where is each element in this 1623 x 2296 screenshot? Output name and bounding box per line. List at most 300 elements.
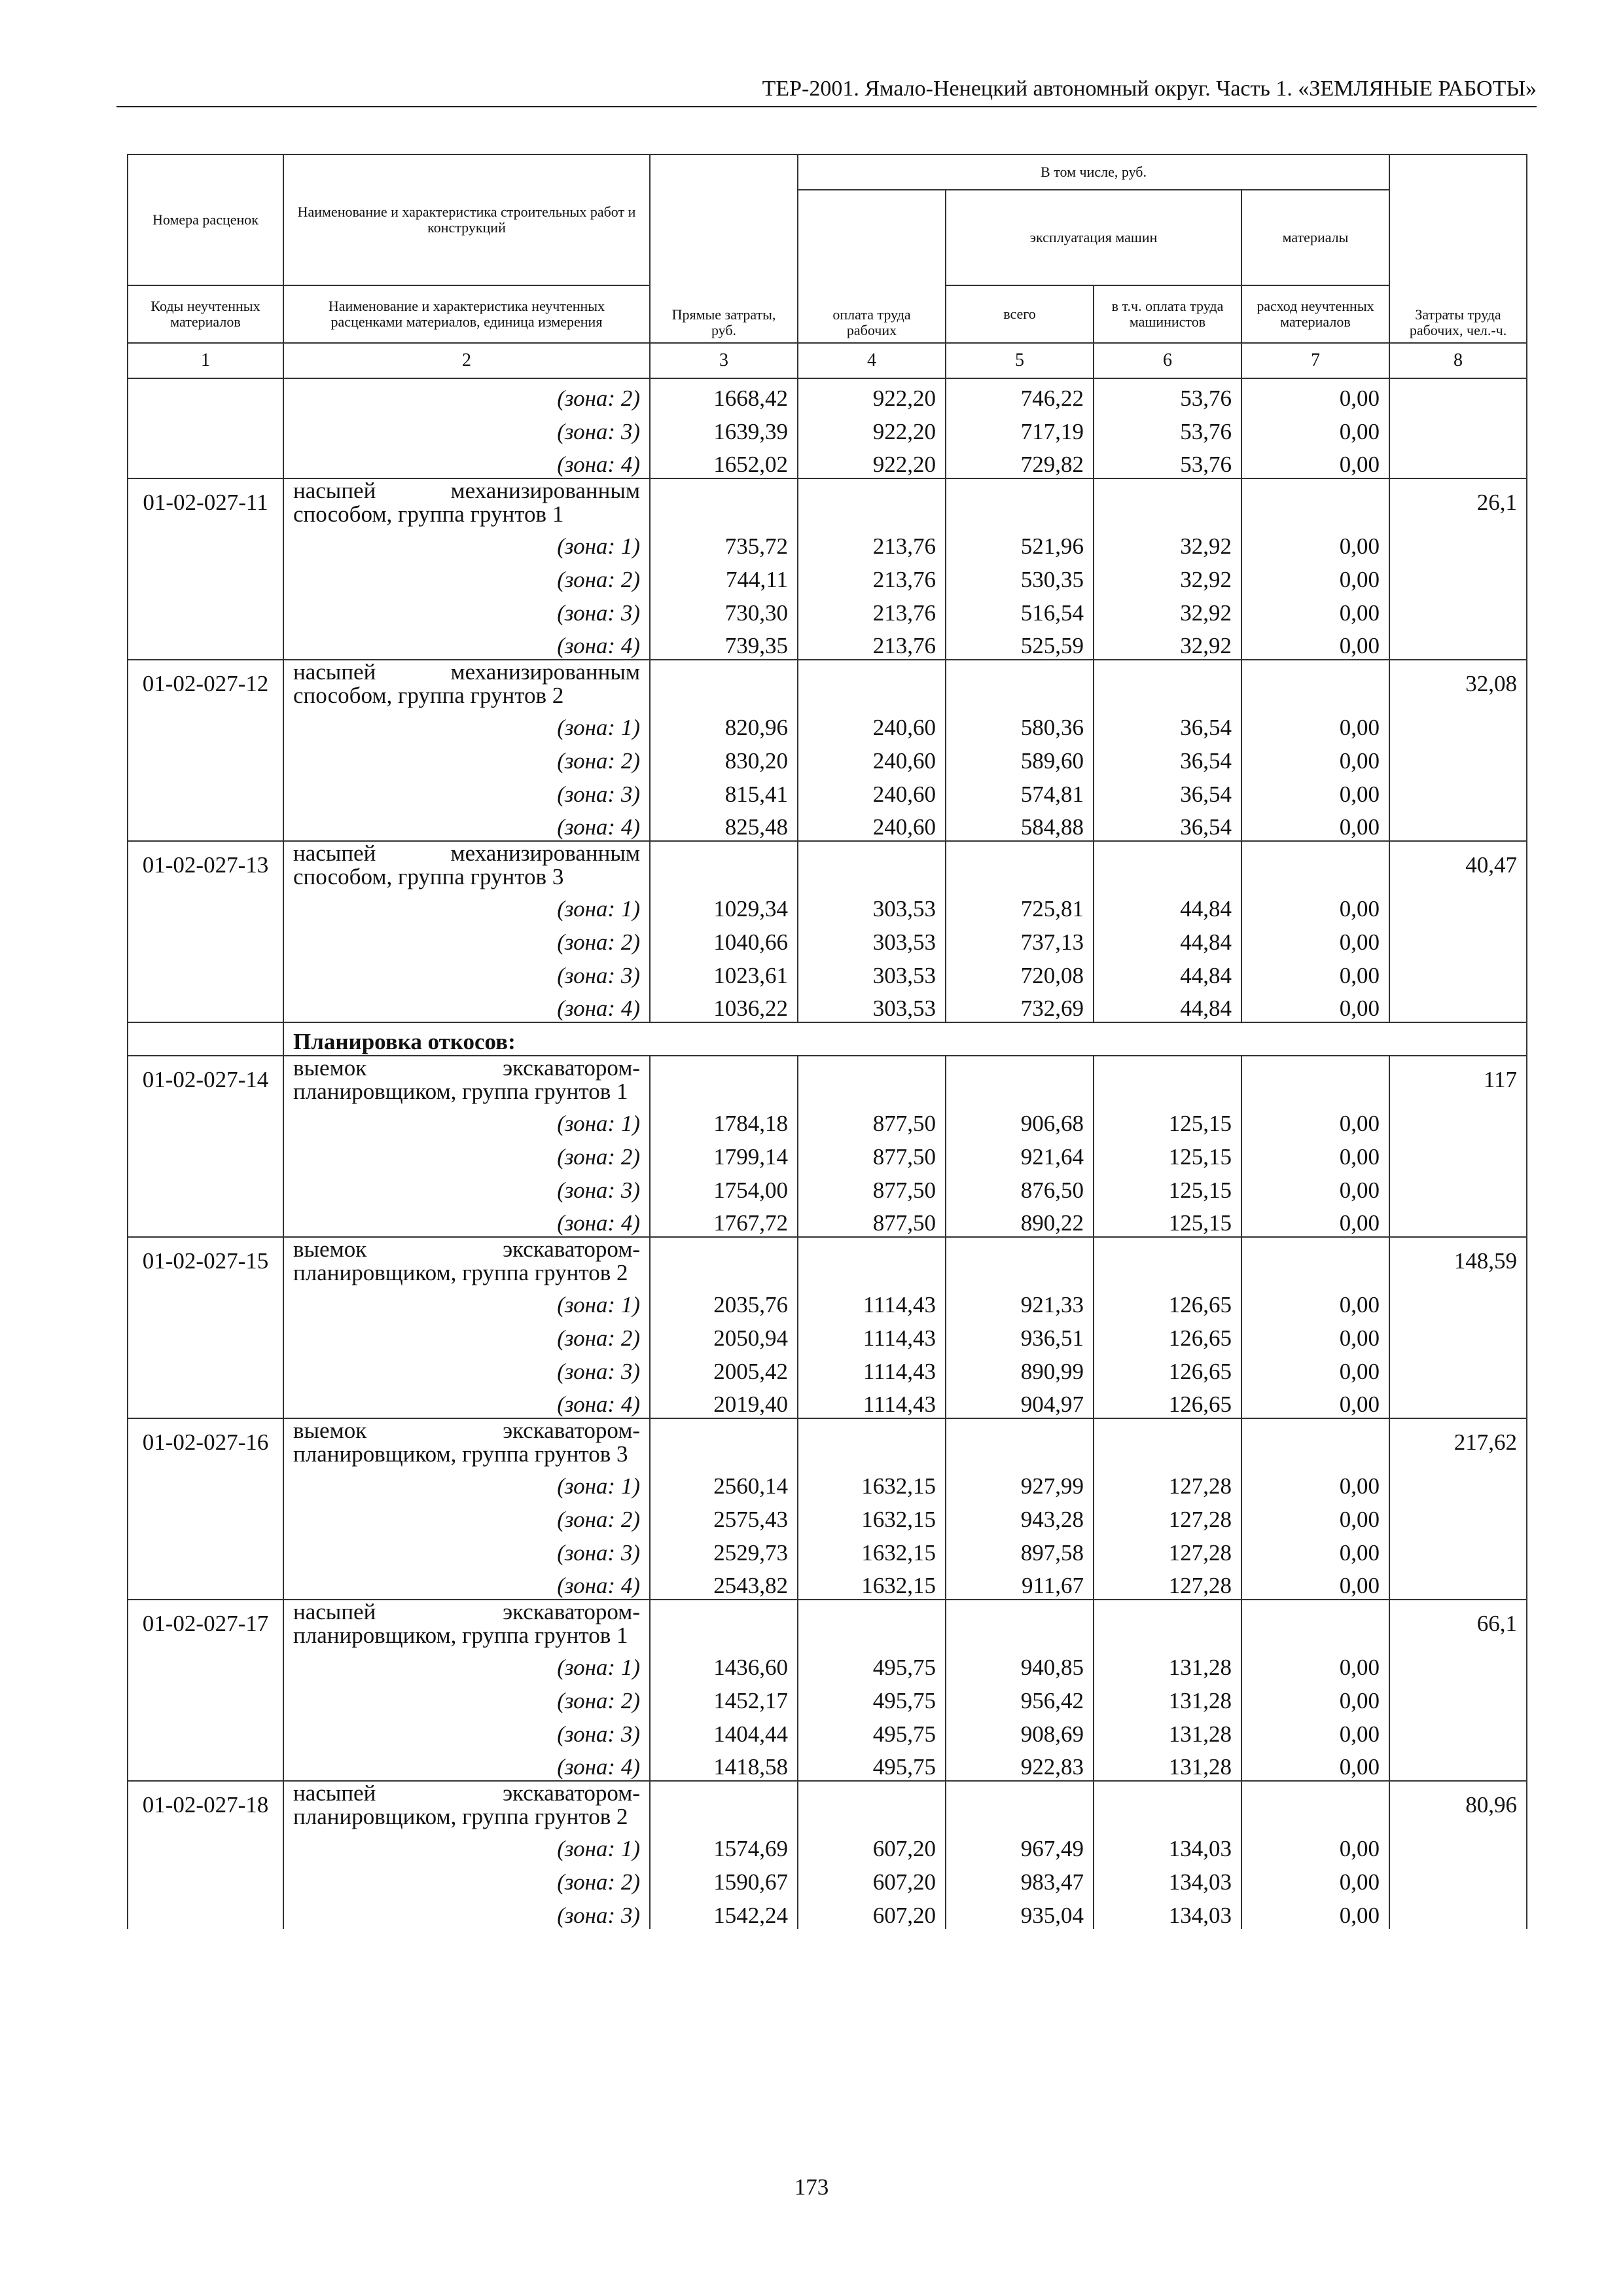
materials-value: 0,00 bbox=[1241, 741, 1389, 774]
wage-value: 303,53 bbox=[798, 889, 946, 922]
machinist-wage-value: 125,15 bbox=[1094, 1170, 1241, 1204]
table-row bbox=[128, 1137, 1527, 1170]
code-cell bbox=[128, 1829, 283, 1862]
materials-value: 0,00 bbox=[1241, 1829, 1389, 1862]
empty-cell bbox=[650, 1237, 798, 1285]
rate-code: 01-02-027-15 bbox=[128, 1237, 283, 1285]
empty-cell bbox=[1094, 1600, 1241, 1647]
machinist-wage-value: 125,15 bbox=[1094, 1204, 1241, 1237]
empty-cell bbox=[1094, 1056, 1241, 1103]
machinist-wage-value: 127,28 bbox=[1094, 1499, 1241, 1533]
wage-value: 213,76 bbox=[798, 560, 946, 593]
wage-value: 495,75 bbox=[798, 1714, 946, 1748]
direct-costs-value: 730,30 bbox=[650, 593, 798, 626]
materials-value: 0,00 bbox=[1241, 1204, 1389, 1237]
labor-cell bbox=[1389, 808, 1527, 841]
zone-label: (зона: 3) bbox=[283, 1895, 650, 1929]
materials-value: 0,00 bbox=[1241, 1895, 1389, 1929]
rate-code: 01-02-027-14 bbox=[128, 1056, 283, 1103]
direct-costs-value: 815,41 bbox=[650, 774, 798, 808]
zone-label: (зона: 2) bbox=[283, 560, 650, 593]
code-cell bbox=[128, 741, 283, 774]
machines-total-value: 911,67 bbox=[946, 1566, 1094, 1600]
labor-cell bbox=[1389, 1862, 1527, 1895]
machines-total-value: 530,35 bbox=[946, 560, 1094, 593]
table-row bbox=[128, 1499, 1527, 1533]
machinist-wage-value: 36,54 bbox=[1094, 708, 1241, 741]
empty-cell bbox=[946, 1418, 1094, 1466]
table-header bbox=[128, 154, 1527, 378]
code-cell bbox=[128, 1204, 283, 1237]
empty-cell bbox=[1241, 660, 1389, 708]
zone-label: (зона: 2) bbox=[283, 1862, 650, 1895]
code-cell bbox=[128, 956, 283, 989]
empty-cell bbox=[650, 841, 798, 889]
materials-value: 0,00 bbox=[1241, 1647, 1389, 1681]
header-including: В том числе, руб. bbox=[798, 154, 1389, 190]
table-row bbox=[128, 1318, 1527, 1352]
zone-label: (зона: 4) bbox=[283, 445, 650, 478]
machines-total-value: 943,28 bbox=[946, 1499, 1094, 1533]
table-row bbox=[128, 889, 1527, 922]
zone-label: (зона: 3) bbox=[283, 1533, 650, 1566]
table-row bbox=[128, 989, 1527, 1022]
empty-cell bbox=[946, 1781, 1094, 1829]
code-cell bbox=[128, 708, 283, 741]
header-machinist-wage: в т.ч. оплата труда машинистов bbox=[1094, 285, 1241, 343]
machines-total-value: 890,99 bbox=[946, 1352, 1094, 1385]
table-row bbox=[128, 1895, 1527, 1929]
materials-value: 0,00 bbox=[1241, 1352, 1389, 1385]
running-header: ТЕР-2001. Ямало-Ненецкий автономный округ. Часть 1. «ЗЕМЛЯНЫЕ РАБОТЫ» bbox=[116, 73, 1537, 107]
direct-costs-value: 1652,02 bbox=[650, 445, 798, 478]
page-number: 173 bbox=[794, 2174, 829, 2200]
direct-costs-value: 2050,94 bbox=[650, 1318, 798, 1352]
wage-value: 303,53 bbox=[798, 956, 946, 989]
machines-total-value: 897,58 bbox=[946, 1533, 1094, 1566]
labor-cell bbox=[1389, 378, 1527, 412]
labor-cell bbox=[1389, 1170, 1527, 1204]
labor-cell bbox=[1389, 1385, 1527, 1418]
zone-label: (зона: 4) bbox=[283, 1385, 650, 1418]
machinist-wage-value: 131,28 bbox=[1094, 1714, 1241, 1748]
zone-label: (зона: 3) bbox=[283, 1352, 650, 1385]
header-labor: Затраты труда рабочих, чел.-ч. bbox=[1389, 154, 1527, 343]
machinist-wage-value: 53,76 bbox=[1094, 412, 1241, 445]
empty-cell bbox=[798, 841, 946, 889]
materials-value: 0,00 bbox=[1241, 956, 1389, 989]
labor-cell bbox=[1389, 1499, 1527, 1533]
labor-cell bbox=[1389, 922, 1527, 956]
labor-cell bbox=[1389, 1681, 1527, 1714]
empty-cell bbox=[798, 1056, 946, 1103]
machines-total-value: 908,69 bbox=[946, 1714, 1094, 1748]
materials-value: 0,00 bbox=[1241, 445, 1389, 478]
header-machines-total: всего bbox=[946, 285, 1094, 343]
table-row bbox=[128, 593, 1527, 626]
header-material-name: Наименование и характеристика неучтенных расценками материалов, единица измерения bbox=[283, 285, 650, 343]
direct-costs-value: 1452,17 bbox=[650, 1681, 798, 1714]
machines-total-value: 876,50 bbox=[946, 1170, 1094, 1204]
rate-code: 01-02-027-11 bbox=[128, 478, 283, 526]
rate-name: выемок экскаватором-планировщиком, группа грунтов 2 bbox=[283, 1237, 650, 1285]
machinist-wage-value: 32,92 bbox=[1094, 593, 1241, 626]
code-cell bbox=[128, 1022, 283, 1056]
labor-cell bbox=[1389, 626, 1527, 660]
materials-value: 0,00 bbox=[1241, 1466, 1389, 1499]
machinist-wage-value: 44,84 bbox=[1094, 922, 1241, 956]
zone-label: (зона: 1) bbox=[283, 1466, 650, 1499]
rate-name: насыпей экскаватором-планировщиком, группа грунтов 2 bbox=[283, 1781, 650, 1829]
materials-value: 0,00 bbox=[1241, 889, 1389, 922]
code-cell bbox=[128, 808, 283, 841]
empty-cell bbox=[798, 478, 946, 526]
machinist-wage-value: 134,03 bbox=[1094, 1895, 1241, 1929]
rate-row bbox=[128, 1237, 1527, 1285]
direct-costs-value: 1754,00 bbox=[650, 1170, 798, 1204]
machines-total-value: 922,83 bbox=[946, 1748, 1094, 1781]
table-row bbox=[128, 708, 1527, 741]
empty-cell bbox=[650, 1600, 798, 1647]
empty-cell bbox=[798, 660, 946, 708]
column-number: 3 bbox=[650, 343, 798, 378]
materials-value: 0,00 bbox=[1241, 1103, 1389, 1137]
wage-value: 877,50 bbox=[798, 1137, 946, 1170]
zone-label: (зона: 2) bbox=[283, 1318, 650, 1352]
machines-total-value: 967,49 bbox=[946, 1829, 1094, 1862]
labor-cell bbox=[1389, 1352, 1527, 1385]
direct-costs-value: 1574,69 bbox=[650, 1829, 798, 1862]
direct-costs-value: 2529,73 bbox=[650, 1533, 798, 1566]
code-cell bbox=[128, 378, 283, 412]
code-cell bbox=[128, 1566, 283, 1600]
table-row bbox=[128, 808, 1527, 841]
table-row bbox=[128, 1466, 1527, 1499]
code-cell bbox=[128, 1385, 283, 1418]
zone-label: (зона: 4) bbox=[283, 1204, 650, 1237]
machines-total-value: 732,69 bbox=[946, 989, 1094, 1022]
machinist-wage-value: 125,15 bbox=[1094, 1137, 1241, 1170]
machinist-wage-value: 126,65 bbox=[1094, 1385, 1241, 1418]
wage-value: 1632,15 bbox=[798, 1533, 946, 1566]
machines-total-value: 737,13 bbox=[946, 922, 1094, 956]
materials-value: 0,00 bbox=[1241, 1499, 1389, 1533]
direct-costs-value: 1436,60 bbox=[650, 1647, 798, 1681]
machines-total-value: 936,51 bbox=[946, 1318, 1094, 1352]
labor-value: 80,96 bbox=[1389, 1781, 1527, 1829]
table-row bbox=[128, 1385, 1527, 1418]
empty-cell bbox=[1094, 1237, 1241, 1285]
direct-costs-value: 1590,67 bbox=[650, 1862, 798, 1895]
table-row bbox=[128, 1681, 1527, 1714]
labor-cell bbox=[1389, 1204, 1527, 1237]
wage-value: 922,20 bbox=[798, 378, 946, 412]
empty-cell bbox=[1241, 1781, 1389, 1829]
machines-total-value: 940,85 bbox=[946, 1647, 1094, 1681]
machinist-wage-value: 32,92 bbox=[1094, 526, 1241, 560]
empty-cell bbox=[946, 1600, 1094, 1647]
rate-row bbox=[128, 1781, 1527, 1829]
empty-cell bbox=[1241, 1237, 1389, 1285]
direct-costs-value: 820,96 bbox=[650, 708, 798, 741]
machines-total-value: 516,54 bbox=[946, 593, 1094, 626]
empty-cell bbox=[650, 1418, 798, 1466]
machinist-wage-value: 126,65 bbox=[1094, 1352, 1241, 1385]
direct-costs-value: 1023,61 bbox=[650, 956, 798, 989]
materials-value: 0,00 bbox=[1241, 922, 1389, 956]
header-material-consumption: расход неучтенных материалов bbox=[1241, 285, 1389, 343]
code-cell bbox=[128, 1137, 283, 1170]
direct-costs-value: 1404,44 bbox=[650, 1714, 798, 1748]
machines-total-value: 927,99 bbox=[946, 1466, 1094, 1499]
labor-cell bbox=[1389, 1829, 1527, 1862]
table-row bbox=[128, 774, 1527, 808]
rate-name: насыпей экскаватором-планировщиком, группа грунтов 1 bbox=[283, 1600, 650, 1647]
header-materials: материалы bbox=[1241, 190, 1389, 285]
direct-costs-value: 1767,72 bbox=[650, 1204, 798, 1237]
zone-label: (зона: 3) bbox=[283, 774, 650, 808]
labor-cell bbox=[1389, 1137, 1527, 1170]
machines-total-value: 525,59 bbox=[946, 626, 1094, 660]
materials-value: 0,00 bbox=[1241, 1385, 1389, 1418]
code-cell bbox=[128, 1862, 283, 1895]
wage-value: 877,50 bbox=[798, 1170, 946, 1204]
machinist-wage-value: 32,92 bbox=[1094, 560, 1241, 593]
machinist-wage-value: 36,54 bbox=[1094, 774, 1241, 808]
labor-value: 217,62 bbox=[1389, 1418, 1527, 1466]
rate-name: насыпей механизированным способом, группа грунтов 3 bbox=[283, 841, 650, 889]
direct-costs-value: 1542,24 bbox=[650, 1895, 798, 1929]
table-row bbox=[128, 445, 1527, 478]
machinist-wage-value: 126,65 bbox=[1094, 1318, 1241, 1352]
machinist-wage-value: 44,84 bbox=[1094, 956, 1241, 989]
code-cell bbox=[128, 560, 283, 593]
code-cell bbox=[128, 1466, 283, 1499]
labor-cell bbox=[1389, 445, 1527, 478]
materials-value: 0,00 bbox=[1241, 378, 1389, 412]
table-row bbox=[128, 1647, 1527, 1681]
machines-total-value: 746,22 bbox=[946, 378, 1094, 412]
wage-value: 922,20 bbox=[798, 412, 946, 445]
empty-cell bbox=[946, 478, 1094, 526]
direct-costs-value: 2019,40 bbox=[650, 1385, 798, 1418]
materials-value: 0,00 bbox=[1241, 1748, 1389, 1781]
table-row bbox=[128, 1748, 1527, 1781]
labor-cell bbox=[1389, 1466, 1527, 1499]
code-cell bbox=[128, 989, 283, 1022]
machines-total-value: 725,81 bbox=[946, 889, 1094, 922]
zone-label: (зона: 3) bbox=[283, 1170, 650, 1204]
header-code: Номера расценок bbox=[128, 154, 283, 285]
machines-total-value: 935,04 bbox=[946, 1895, 1094, 1929]
table-row bbox=[128, 1862, 1527, 1895]
code-cell bbox=[128, 1170, 283, 1204]
materials-value: 0,00 bbox=[1241, 526, 1389, 560]
rate-name: выемок экскаватором-планировщиком, группа грунтов 3 bbox=[283, 1418, 650, 1466]
code-cell bbox=[128, 1352, 283, 1385]
wage-value: 213,76 bbox=[798, 526, 946, 560]
machines-total-value: 584,88 bbox=[946, 808, 1094, 841]
empty-cell bbox=[1094, 660, 1241, 708]
machines-total-value: 956,42 bbox=[946, 1681, 1094, 1714]
machinist-wage-value: 127,28 bbox=[1094, 1466, 1241, 1499]
empty-cell bbox=[1094, 841, 1241, 889]
rate-name: выемок экскаватором-планировщиком, группа грунтов 1 bbox=[283, 1056, 650, 1103]
materials-value: 0,00 bbox=[1241, 1170, 1389, 1204]
table-row bbox=[128, 1533, 1527, 1566]
direct-costs-value: 825,48 bbox=[650, 808, 798, 841]
table-row bbox=[128, 1204, 1527, 1237]
materials-value: 0,00 bbox=[1241, 1285, 1389, 1318]
machinist-wage-value: 53,76 bbox=[1094, 445, 1241, 478]
labor-cell bbox=[1389, 741, 1527, 774]
direct-costs-value: 830,20 bbox=[650, 741, 798, 774]
labor-cell bbox=[1389, 1714, 1527, 1748]
machinist-wage-value: 36,54 bbox=[1094, 808, 1241, 841]
code-cell bbox=[128, 526, 283, 560]
table-row bbox=[128, 1714, 1527, 1748]
machinist-wage-value: 32,92 bbox=[1094, 626, 1241, 660]
wage-value: 607,20 bbox=[798, 1829, 946, 1862]
machines-total-value: 521,96 bbox=[946, 526, 1094, 560]
labor-cell bbox=[1389, 1647, 1527, 1681]
code-cell bbox=[128, 626, 283, 660]
machines-total-value: 904,97 bbox=[946, 1385, 1094, 1418]
column-number: 7 bbox=[1241, 343, 1389, 378]
price-table bbox=[127, 154, 1527, 1929]
labor-cell bbox=[1389, 1318, 1527, 1352]
machines-total-value: 729,82 bbox=[946, 445, 1094, 478]
column-number: 5 bbox=[946, 343, 1094, 378]
direct-costs-value: 1036,22 bbox=[650, 989, 798, 1022]
table-row bbox=[128, 1285, 1527, 1318]
materials-value: 0,00 bbox=[1241, 560, 1389, 593]
empty-cell bbox=[650, 478, 798, 526]
section-row bbox=[128, 1022, 1527, 1056]
direct-costs-value: 2575,43 bbox=[650, 1499, 798, 1533]
rate-name: насыпей механизированным способом, группа грунтов 1 bbox=[283, 478, 650, 526]
code-cell bbox=[128, 412, 283, 445]
empty-cell bbox=[1094, 478, 1241, 526]
empty-cell bbox=[1094, 1418, 1241, 1466]
column-number: 2 bbox=[283, 343, 650, 378]
labor-cell bbox=[1389, 774, 1527, 808]
zone-label: (зона: 1) bbox=[283, 1103, 650, 1137]
header-wage: оплата труда рабочих bbox=[798, 190, 946, 343]
direct-costs-value: 1418,58 bbox=[650, 1748, 798, 1781]
direct-costs-value: 735,72 bbox=[650, 526, 798, 560]
code-cell bbox=[128, 1647, 283, 1681]
wage-value: 240,60 bbox=[798, 741, 946, 774]
zone-label: (зона: 3) bbox=[283, 956, 650, 989]
rate-code: 01-02-027-18 bbox=[128, 1781, 283, 1829]
machinist-wage-value: 131,28 bbox=[1094, 1681, 1241, 1714]
direct-costs-value: 1639,39 bbox=[650, 412, 798, 445]
zone-label: (зона: 2) bbox=[283, 378, 650, 412]
column-number: 8 bbox=[1389, 343, 1527, 378]
materials-value: 0,00 bbox=[1241, 1318, 1389, 1352]
zone-label: (зона: 3) bbox=[283, 412, 650, 445]
rate-row bbox=[128, 1418, 1527, 1466]
empty-cell bbox=[1241, 1418, 1389, 1466]
direct-costs-value: 1668,42 bbox=[650, 378, 798, 412]
code-cell bbox=[128, 1748, 283, 1781]
materials-value: 0,00 bbox=[1241, 708, 1389, 741]
table-row bbox=[128, 526, 1527, 560]
labor-cell bbox=[1389, 1748, 1527, 1781]
wage-value: 495,75 bbox=[798, 1647, 946, 1681]
section-title: Планировка откосов: bbox=[283, 1022, 1527, 1056]
labor-cell bbox=[1389, 412, 1527, 445]
empty-cell bbox=[798, 1237, 946, 1285]
machines-total-value: 589,60 bbox=[946, 741, 1094, 774]
machinist-wage-value: 127,28 bbox=[1094, 1533, 1241, 1566]
machinist-wage-value: 126,65 bbox=[1094, 1285, 1241, 1318]
code-cell bbox=[128, 889, 283, 922]
rate-code: 01-02-027-17 bbox=[128, 1600, 283, 1647]
empty-cell bbox=[798, 1600, 946, 1647]
wage-value: 303,53 bbox=[798, 922, 946, 956]
direct-costs-value: 2560,14 bbox=[650, 1466, 798, 1499]
direct-costs-value: 1784,18 bbox=[650, 1103, 798, 1137]
code-cell bbox=[128, 445, 283, 478]
empty-cell bbox=[1241, 841, 1389, 889]
wage-value: 1114,43 bbox=[798, 1352, 946, 1385]
labor-cell bbox=[1389, 956, 1527, 989]
table-row bbox=[128, 412, 1527, 445]
wage-value: 1114,43 bbox=[798, 1285, 946, 1318]
empty-cell bbox=[1094, 1781, 1241, 1829]
zone-label: (зона: 1) bbox=[283, 889, 650, 922]
rate-row bbox=[128, 660, 1527, 708]
labor-cell bbox=[1389, 889, 1527, 922]
materials-value: 0,00 bbox=[1241, 1714, 1389, 1748]
machinist-wage-value: 134,03 bbox=[1094, 1862, 1241, 1895]
labor-cell bbox=[1389, 593, 1527, 626]
labor-value: 32,08 bbox=[1389, 660, 1527, 708]
zone-label: (зона: 2) bbox=[283, 1137, 650, 1170]
wage-value: 1632,15 bbox=[798, 1466, 946, 1499]
labor-value: 148,59 bbox=[1389, 1237, 1527, 1285]
machines-total-value: 720,08 bbox=[946, 956, 1094, 989]
machinist-wage-value: 125,15 bbox=[1094, 1103, 1241, 1137]
rate-row bbox=[128, 478, 1527, 526]
empty-cell bbox=[650, 660, 798, 708]
code-cell bbox=[128, 1499, 283, 1533]
empty-cell bbox=[650, 1781, 798, 1829]
empty-cell bbox=[798, 1781, 946, 1829]
wage-value: 240,60 bbox=[798, 708, 946, 741]
header-direct-costs: Прямые затраты, руб. bbox=[650, 154, 798, 343]
labor-value: 66,1 bbox=[1389, 1600, 1527, 1647]
machinist-wage-value: 36,54 bbox=[1094, 741, 1241, 774]
wage-value: 1114,43 bbox=[798, 1385, 946, 1418]
code-cell bbox=[128, 593, 283, 626]
rate-code: 01-02-027-16 bbox=[128, 1418, 283, 1466]
zone-label: (зона: 4) bbox=[283, 989, 650, 1022]
wage-value: 303,53 bbox=[798, 989, 946, 1022]
machinist-wage-value: 44,84 bbox=[1094, 889, 1241, 922]
materials-value: 0,00 bbox=[1241, 1533, 1389, 1566]
code-cell bbox=[128, 1681, 283, 1714]
wage-value: 1114,43 bbox=[798, 1318, 946, 1352]
table-row bbox=[128, 741, 1527, 774]
code-cell bbox=[128, 1714, 283, 1748]
machines-total-value: 890,22 bbox=[946, 1204, 1094, 1237]
table-row bbox=[128, 560, 1527, 593]
labor-value: 26,1 bbox=[1389, 478, 1527, 526]
labor-cell bbox=[1389, 1533, 1527, 1566]
